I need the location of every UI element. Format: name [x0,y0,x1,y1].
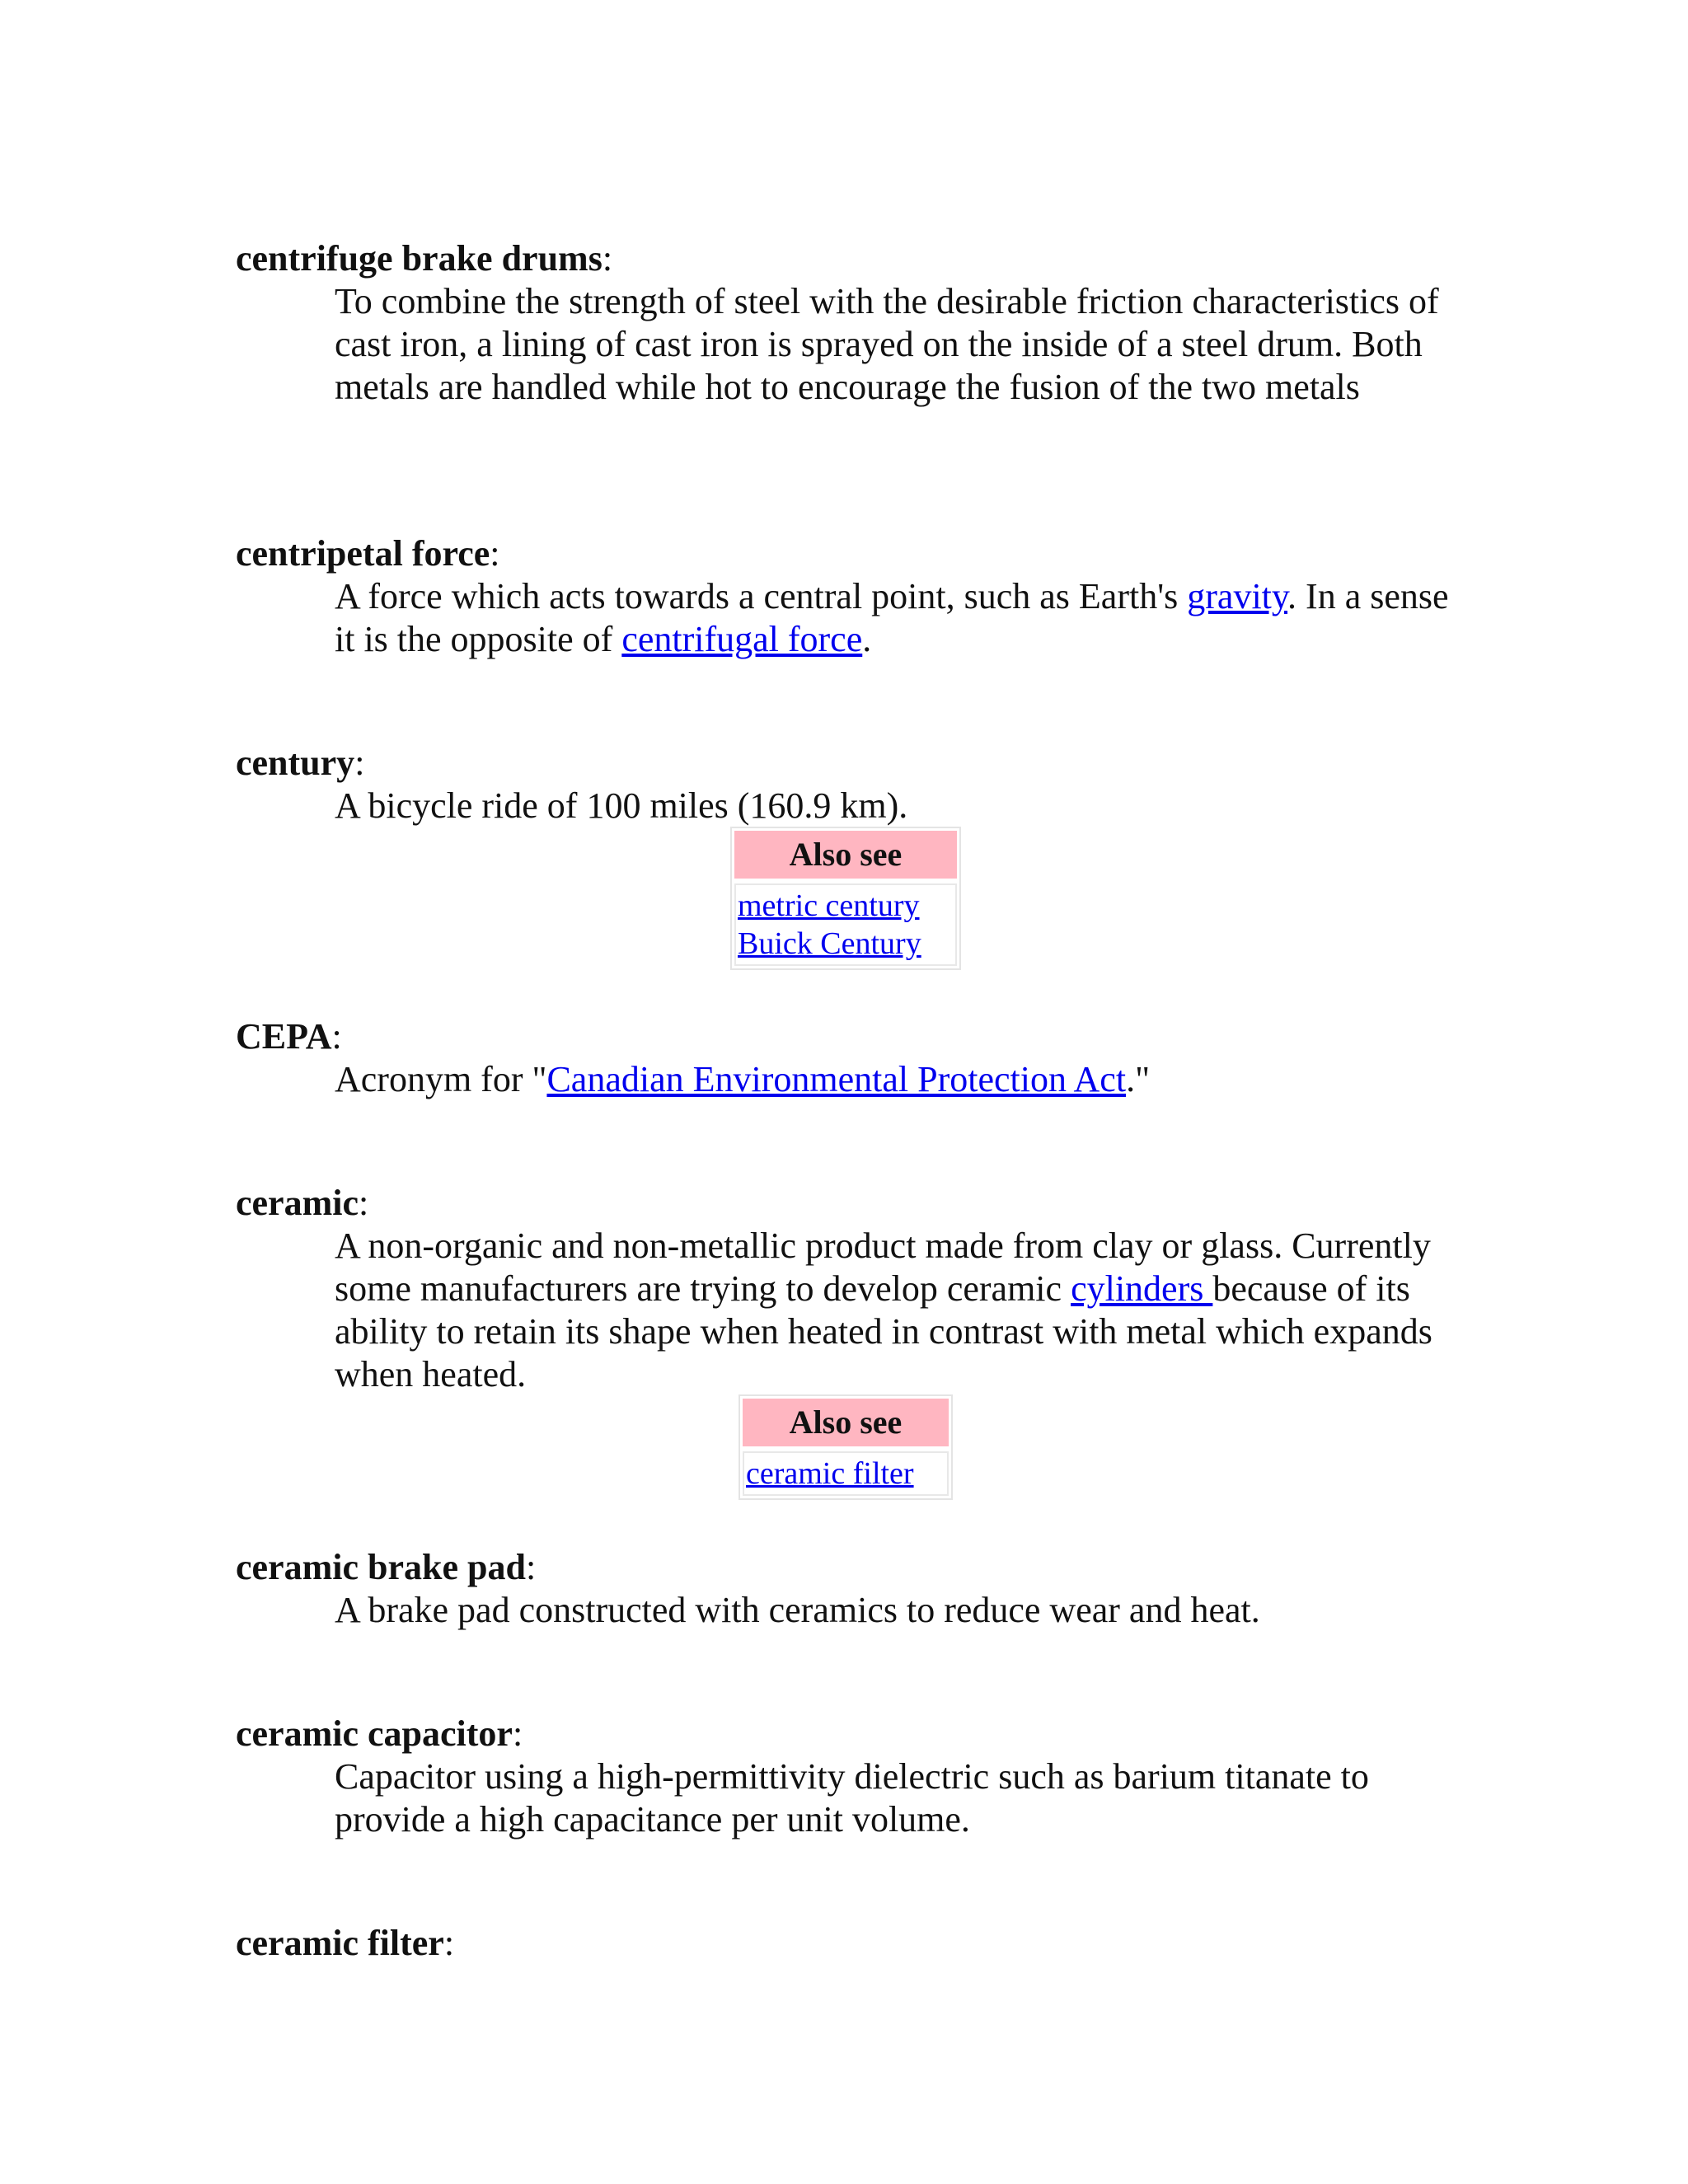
term-definition: A brake pad constructed with ceramics to reduce wear and heat. [335,1590,1260,1630]
term-label: ceramic filter [236,1923,444,1963]
ceramic-filter-link[interactable]: ceramic filter [746,1456,914,1491]
glossary-entry-centripetal-force [236,532,1472,661]
term-definition [335,575,1456,661]
term-colon: : [331,1016,342,1057]
term-heading [236,742,1472,785]
definition-text: . In a sense it is the opposite of [335,576,1449,659]
term-colon: : [490,533,500,574]
glossary-entry-ceramic-capacitor [236,1713,1472,1841]
term-heading [236,1546,1472,1589]
term-label: century [236,743,355,783]
also-see-box-century [730,827,961,970]
term-label: centrifuge brake drums [236,238,603,279]
term-heading [236,237,1472,280]
definition-text: ." [1126,1059,1151,1099]
term-label: ceramic [236,1183,359,1223]
metric-century-link[interactable]: metric century [738,888,920,923]
buick-century-link[interactable]: Buick Century [738,926,921,961]
term-heading [236,1713,1472,1755]
glossary-entry-ceramic-brake-pad [236,1546,1472,1632]
also-see-heading: Also see [734,831,957,879]
term-colon: : [443,1923,455,1963]
term-definition [335,1058,1456,1101]
definition-text: Acronym for " [335,1059,547,1099]
term-colon: : [512,1713,523,1754]
also-see-links [734,883,957,966]
definition-text: A force which acts towards a central point, such as Earth's [335,576,1188,616]
gravity-link[interactable]: gravity [1187,576,1288,616]
term-label: CEPA [236,1016,332,1057]
term-colon: : [354,743,365,783]
term-colon: : [602,238,613,279]
glossary-entry-ceramic [236,1182,1472,1396]
canadian-environmental-protection-act-link[interactable]: Canadian Environmental Protection Act [546,1059,1127,1099]
term-definition: Capacitor using a high-permittivity dielectric such as barium titanate to provide a high capacitance per unit volume. [335,1756,1369,1840]
glossary-entry-century [236,742,1472,827]
also-see-heading: Also see [743,1399,949,1446]
term-label: ceramic capacitor [236,1713,513,1754]
definition-text: because of its ability to retain its shape when heated in contrast with metal which expands when heated. [335,1268,1432,1394]
definition-text: A non-organic and non-metallic product made from clay or glass. Currently some manufacturers are trying to develop ceramic [335,1226,1431,1309]
term-definition [335,1225,1456,1396]
cylinders-link[interactable]: cylinders [1071,1268,1213,1309]
also-see-box-ceramic [738,1394,953,1500]
centrifugal-force-link[interactable]: centrifugal force [621,619,863,659]
term-heading [236,1015,1472,1058]
term-colon: : [525,1547,537,1587]
term-colon: : [359,1183,369,1223]
term-definition: A bicycle ride of 100 miles (160.9 km). [335,785,908,826]
term-heading [236,1182,1472,1225]
definition-text: . [862,619,872,659]
term-heading [236,532,1472,575]
glossary-entry-ceramic-filter [236,1922,1472,1965]
glossary-entry-centrifuge-brake-drums [236,237,1472,409]
term-label: ceramic brake pad [236,1547,526,1587]
term-label: centripetal force [236,533,490,574]
term-definition: To combine the strength of steel with the desirable friction characteristics of cast iron, a lining of cast iron is sprayed on the inside of a steel drum. Both metals are handled while hot to encourage the fusion of the two metals [335,281,1439,407]
term-heading [236,1922,1472,1965]
glossary-entry-cepa [236,1015,1472,1101]
also-see-links [743,1451,949,1496]
